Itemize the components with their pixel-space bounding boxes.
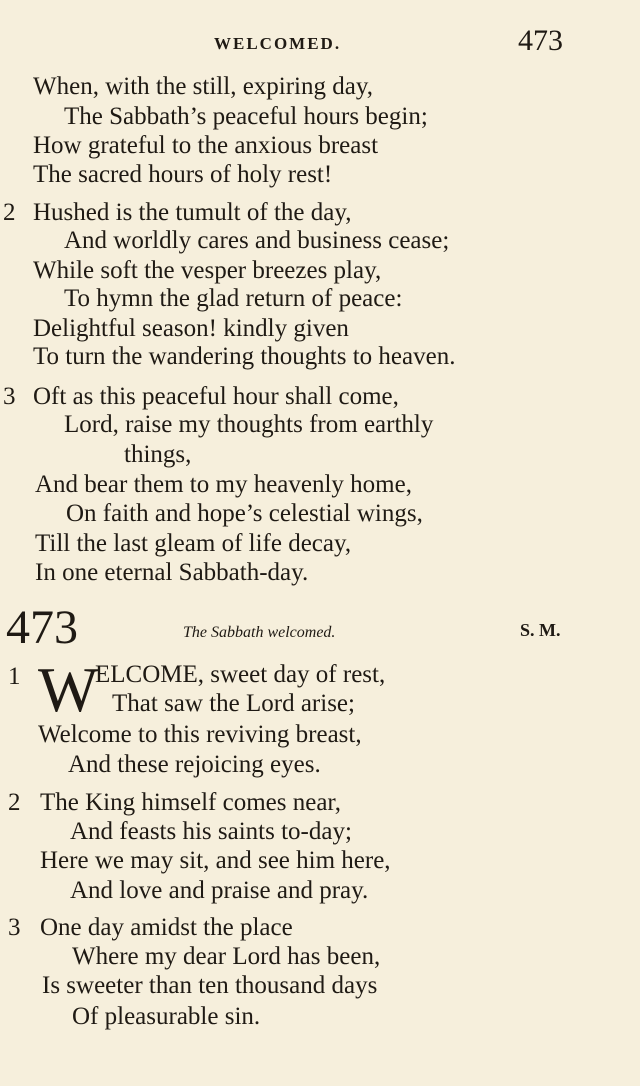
verse-number: 3 [3, 383, 16, 410]
verse-line: To turn the wandering thoughts to heaven. [33, 343, 456, 370]
verse-line: Hushed is the tumult of the day, [33, 199, 352, 226]
verse-line: ELCOME, sweet day of rest, [95, 661, 386, 688]
verse-line: In one eternal Sabbath-day. [35, 559, 309, 586]
drop-cap: W [38, 654, 99, 725]
running-head [0, 24, 640, 57]
verse-line: And these rejoicing eyes. [68, 751, 321, 778]
verse-line: things, [124, 441, 192, 468]
verse-line: Is sweeter than ten thousand days [42, 972, 378, 999]
verse-line: And bear them to my heavenly home, [35, 471, 412, 498]
verse-line: How grateful to the anxious breast [33, 132, 379, 159]
verse-line: And love and praise and pray. [70, 877, 369, 904]
verse-line: Till the last gleam of life decay, [35, 530, 352, 557]
verse-line: Where my dear Lord has been, [72, 943, 381, 970]
verse-line: Lord, raise my thoughts from earthly [64, 411, 434, 438]
running-title: WELCOMED. [214, 34, 342, 53]
verse-number: 2 [3, 199, 16, 226]
verse-line: Of pleasurable sin. [72, 1003, 261, 1030]
verse-line: When, with the still, expiring day, [33, 73, 373, 100]
verse-line: The Sabbath’s peaceful hours begin; [64, 103, 428, 130]
hymn-header [0, 601, 640, 656]
verse-line: Delightful season! kindly given [33, 315, 349, 342]
verse-line: The King himself comes near, [40, 789, 341, 816]
verse-line: Oft as this peaceful hour shall come, [33, 383, 399, 410]
verse-line: One day amidst the place [40, 914, 293, 941]
verse-line: That saw the Lord arise; [112, 690, 355, 717]
verse-line: Welcome to this reviving breast, [38, 721, 362, 748]
verse-line: The sacred hours of holy rest! [33, 161, 333, 188]
verse-number: 1 [8, 663, 21, 690]
verse-line: Here we may sit, and see him here, [40, 847, 391, 874]
verse-number: 2 [8, 789, 21, 816]
verse-line: To hymn the glad return of peace: [64, 285, 403, 312]
hymn-title: The Sabbath welcomed. [183, 624, 336, 641]
verse-line: While soft the vesper breezes play, [33, 257, 382, 284]
verse-line: And worldly cares and business cease; [64, 227, 450, 254]
verse-number: 3 [8, 914, 21, 941]
verse-line: And feasts his saints to-day; [70, 818, 352, 845]
verse-line: On faith and hope’s celestial wings, [66, 500, 423, 527]
page-number: 473 [518, 24, 563, 57]
hymn-number: 473 [6, 601, 78, 654]
hymn-meter: S. M. [520, 620, 561, 640]
